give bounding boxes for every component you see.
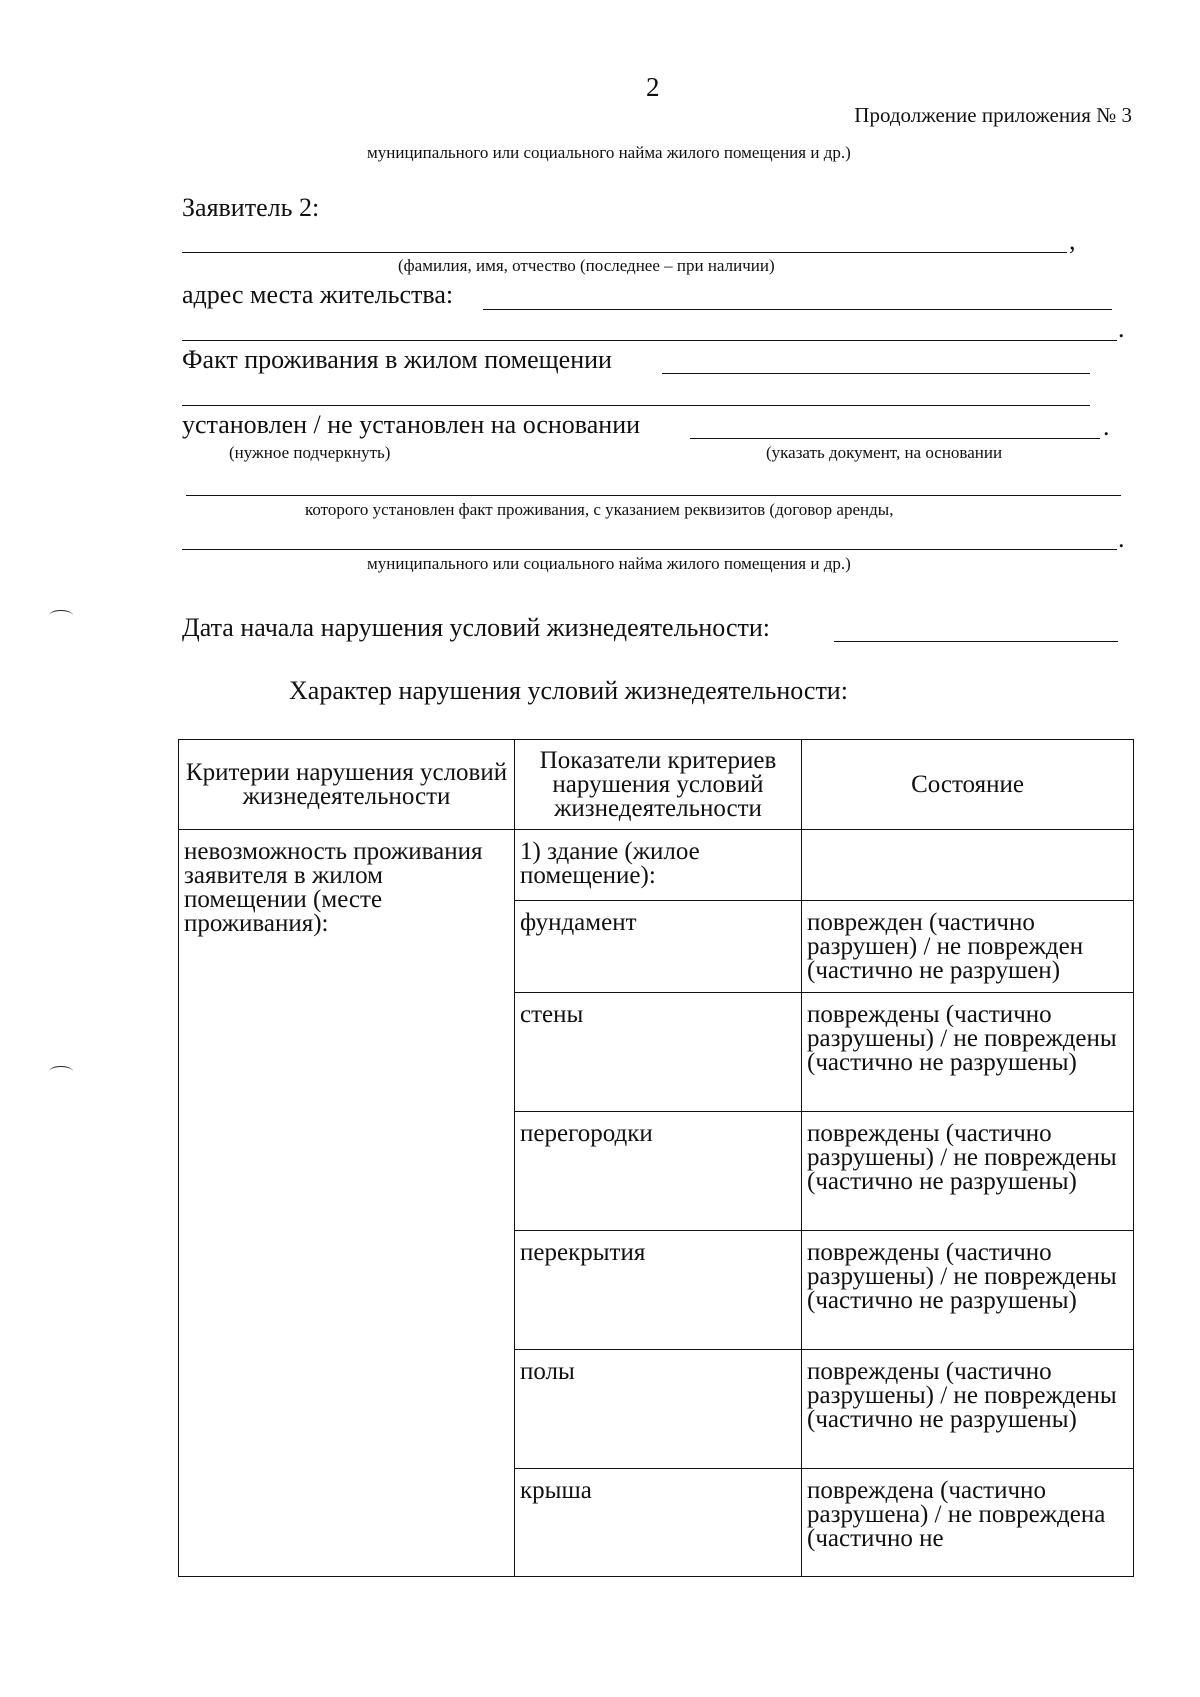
- header-state: Состояние: [802, 740, 1134, 830]
- date-label: Дата начала нарушения условий жизнедеятельности:: [182, 613, 770, 642]
- address-label: адрес места жительства:: [182, 280, 454, 309]
- bottom-caption: муниципального или социального найма жилого помещения и др.): [367, 554, 851, 573]
- state-cell: повреждена (частично разрушена) / не повреждена (частично не: [802, 1469, 1134, 1577]
- fio-end: ,: [1069, 226, 1076, 255]
- nature-heading: Характер нарушения условий жизнедеятельности:: [289, 676, 848, 705]
- margin-mark-lower: [49, 1066, 73, 1077]
- fact-line-2: [182, 405, 1090, 406]
- address-line-2: [182, 340, 1117, 341]
- margin-mark-upper: [49, 610, 73, 621]
- date-line: [834, 641, 1118, 642]
- table-row: [179, 830, 1134, 901]
- indicator-cell: фундамент: [515, 901, 802, 993]
- applicant-label: Заявитель 2:: [182, 193, 320, 222]
- state-cell: повреждены (частично разрушены) / не повреждены (частично не разрушены): [802, 1112, 1134, 1231]
- established-end: .: [1103, 412, 1110, 441]
- header-indicators: Показатели критериев нарушения условий жизнедеятельности: [515, 740, 802, 830]
- address-end: .: [1118, 314, 1125, 343]
- established-line: [690, 438, 1100, 439]
- top-caption: муниципального или социального найма жилого помещения и др.): [367, 143, 851, 162]
- state-cell: повреждены (частично разрушены) / не повреждены (частично не разрушены): [802, 1231, 1134, 1350]
- established-label: установлен / не установлен на основании: [182, 410, 641, 439]
- state-cell: [802, 830, 1134, 901]
- reason-line-2: [182, 549, 1117, 550]
- address-line-1: [483, 309, 1112, 310]
- continuation-label: Продолжение приложения № 3: [854, 103, 1132, 127]
- state-cell: повреждены (частично разрушены) / не повреждены (частично не разрушены): [802, 993, 1134, 1112]
- reason-end: .: [1118, 524, 1125, 553]
- indicator-cell: перегородки: [515, 1112, 802, 1231]
- indicator-cell: 1) здание (жилое помещение):: [515, 830, 802, 901]
- indicator-cell: полы: [515, 1350, 802, 1469]
- fact-label: Факт проживания в жилом помещении: [182, 345, 612, 374]
- fio-line: [182, 252, 1067, 253]
- reason-line-1: [186, 495, 1121, 496]
- underline-note: (нужное подчеркнуть): [229, 443, 391, 462]
- page-number: 2: [646, 72, 660, 102]
- indicator-cell: перекрытия: [515, 1231, 802, 1350]
- indicator-cell: стены: [515, 993, 802, 1112]
- state-cell: поврежден (частично разрушен) / не поврежден (частично не разрушен): [802, 901, 1134, 993]
- header-criteria: Критерии нарушения условий жизнедеятельности: [179, 740, 515, 830]
- document-note: (указать документ, на основании: [766, 443, 1003, 462]
- indicator-cell: крыша: [515, 1469, 802, 1577]
- criterion-cell: невозможность проживания заявителя в жилом помещении (месте проживания):: [179, 830, 515, 1577]
- reason-caption: которого установлен факт проживания, с указанием реквизитов (договор аренды,: [305, 500, 894, 519]
- fio-caption: (фамилия, имя, отчество (последнее – при наличии): [398, 256, 775, 275]
- disruption-criteria-table: [178, 739, 1134, 1577]
- fact-line-1: [662, 373, 1090, 374]
- table-header-row: [179, 740, 1134, 830]
- state-cell: повреждены (частично разрушены) / не повреждены (частично не разрушены): [802, 1350, 1134, 1469]
